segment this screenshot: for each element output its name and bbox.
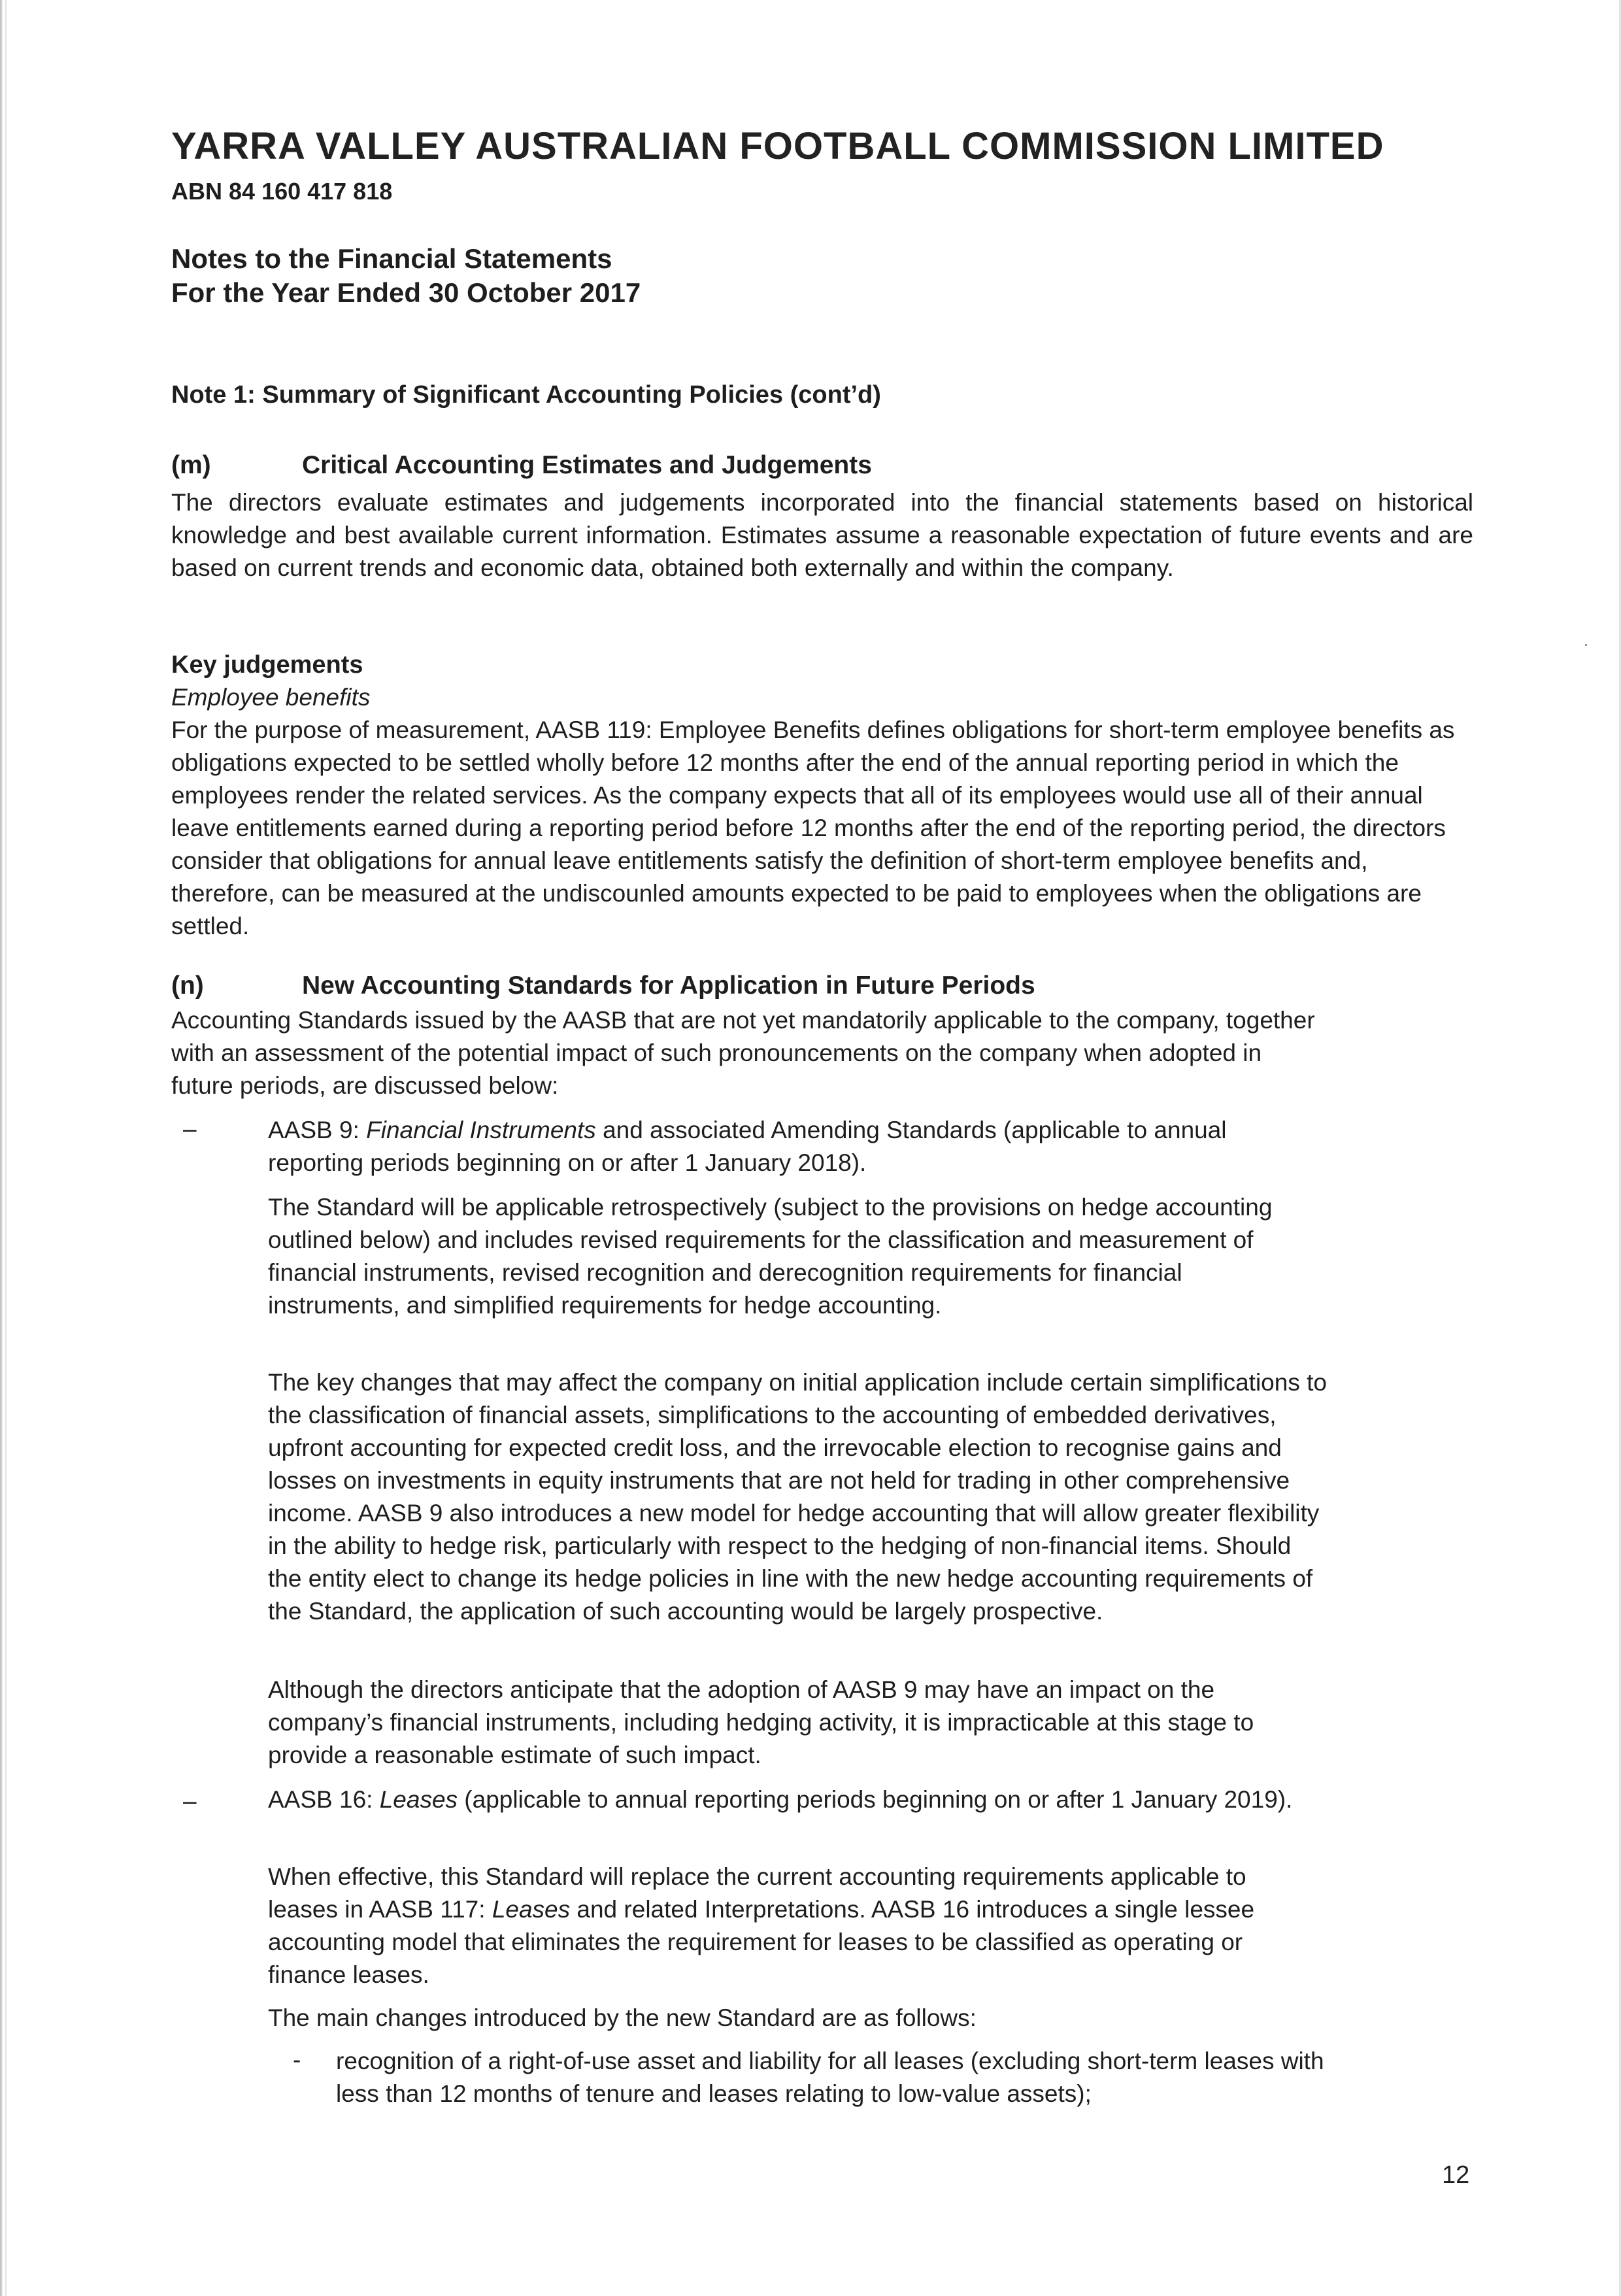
employee-benefits-subheading: Employee benefits [171, 684, 371, 711]
aasb16-p1-italic: Leases [492, 1896, 571, 1923]
note-heading: Note 1: Summary of Significant Accounting Policies (cont’d) [171, 381, 881, 409]
scan-edge-line [5, 0, 7, 2296]
list-dash-aasb16: – [183, 1787, 197, 1814]
scan-speck [1585, 644, 1587, 646]
section-m-letter: (m) [171, 451, 211, 479]
statement-title [171, 242, 641, 310]
aasb16-suffix: (applicable to annual reporting periods beginning on or after 1 January 2019). [458, 1786, 1293, 1813]
aasb16-paragraph-2: The main changes introduced by the new Standard are as follows: [268, 2004, 977, 2031]
aasb9-prefix: AASB 9: [268, 1117, 367, 1143]
aasb9-paragraph-1: The Standard will be applicable retrospectively (subject to the provisions on hedge accounting outlined below) and includes revised requirements for the classification and measurement of financial instruments, revised recognition and derecognition requirements for financial instruments, and simplified requirements for hedge accounting. [268, 1194, 1273, 1319]
aasb16-title [268, 1783, 1340, 1816]
aasb16-p1-part-b: and related Interpretations. AASB 16 introduces a single lessee accounting model that eliminates the requirement for leases to be classified as operating or finance leases. [268, 1896, 1255, 1988]
statement-title-line1: Notes to the Financial Statements [171, 243, 612, 274]
list-dash-aasb9: – [183, 1115, 197, 1142]
section-n-title: New Accounting Standards for Application in Future Periods [302, 971, 1035, 1000]
aasb9-italic: Financial Instruments [366, 1117, 596, 1143]
key-judgements-heading: Key judgements [171, 651, 363, 679]
bullet-marker: - [293, 2046, 301, 2073]
aasb16-p1-part-a: When effective, this Standard will replace the current accounting requirements applicable to leases in AASB 117: [268, 1863, 1246, 1923]
section-n-heading [171, 971, 1035, 1000]
statement-title-line2: For the Year Ended 30 October 2017 [171, 277, 641, 308]
scan-edge-left [0, 0, 3, 2296]
abn-number: ABN 84 160 417 818 [171, 178, 393, 205]
section-n-intro: Accounting Standards issued by the AASB that are not yet mandatorily applicable to the company, together with an assessment of the potential impact of such pronouncements on the company when adopted in future periods, are discussed below: [171, 1007, 1315, 1099]
section-n-letter: (n) [171, 971, 204, 1000]
section-m-heading [171, 451, 872, 480]
aasb16-bullet-1: recognition of a right-of-use asset and liability for all leases (excluding short-term leases with less than 12 months of tenure and leases relating to low-value assets); [336, 2048, 1324, 2107]
section-m-body: The directors evaluate estimates and judgements incorporated into the financial statements based on historical knowledge and best available current information. Estimates assume a reasonable expectation of future events and are based on current trends and economic data, obtained both externally and within the company. [171, 489, 1473, 581]
aasb9-suffix: and associated Amending Standards (applicable to annual reporting periods beginning on or after 1 January 2018). [268, 1117, 1227, 1176]
aasb16-paragraph-1 [268, 1861, 1314, 1991]
aasb9-paragraph-2: The key changes that may affect the company on initial application include certain simplifications to the classification of financial assets, simplifications to the accounting of embedded derivatives, upfront accounting for expected credit loss, and the irrevocable election to recognise gains and losses on investments in equity instruments that are not held for trading in other comprehensive income. AASB 9 also introduces a new model for hedge accounting that will allow greater flexibility in the ability to hedge risk, particularly with respect to the hedging of non-financial items. Should the entity elect to change its hedge policies in line with the new hedge accounting requirements of the Standard, the application of such accounting would be largely prospective. [268, 1369, 1327, 1625]
company-name: YARRA VALLEY AUSTRALIAN FOOTBALL COMMISSION LIMITED [171, 125, 1384, 167]
aasb9-paragraph-3: Although the directors anticipate that the adoption of AASB 9 may have an impact on the company’s financial instruments, including hedging activity, it is impracticable at this stage to provide a reasonable estimate of such impact. [268, 1676, 1254, 1768]
page-number: 12 [1442, 2161, 1470, 2189]
key-judgements-body: For the purpose of measurement, AASB 119: Employee Benefits defines obligations for short-term employee benefits as obligations expected to be settled wholly before 12 months after the end of the annual reporting period in which the employees render the related services. As the company expects that all of its employees would use all of their annual leave entitlements earned during a reporting period before 12 months after the end of the reporting period, the directors consider that obligations for annual leave entitlements satisfy the definition of short-term employee benefits and, therefore, can be measured at the undiscounled amounts expected to be paid to employees when the obligations are settled. [171, 717, 1455, 939]
aasb9-title [268, 1114, 1288, 1179]
aasb16-italic: Leases [379, 1786, 458, 1813]
aasb16-prefix: AASB 16: [268, 1786, 380, 1813]
section-m-title: Critical Accounting Estimates and Judgements [302, 451, 872, 479]
